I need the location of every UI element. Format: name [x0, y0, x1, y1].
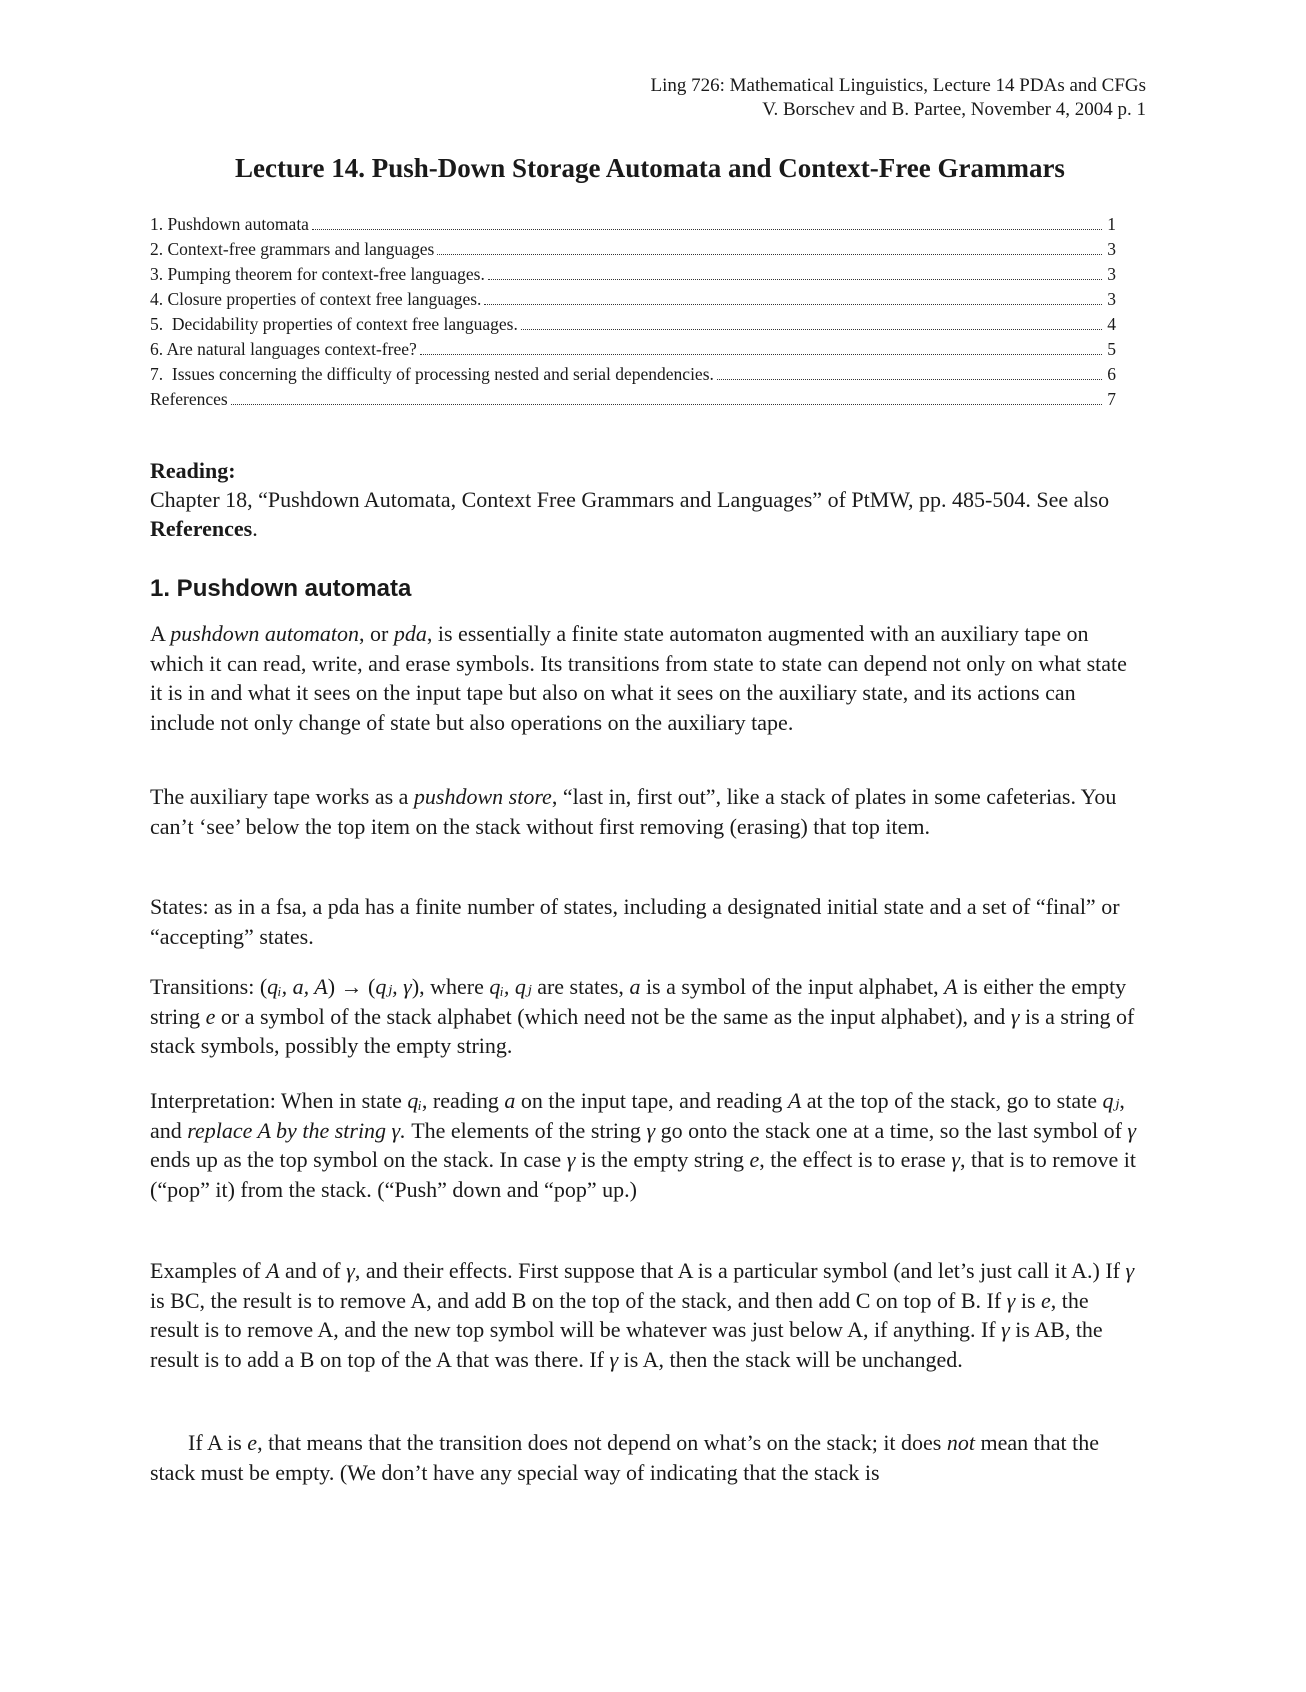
toc-entry[interactable]	[150, 387, 1116, 412]
paragraph-states: States: as in a fsa, a pda has a finite number of states, including a designated initial state and a set of “final” or “accepting” states.	[150, 894, 1120, 949]
toc-entry-page: 4	[1107, 314, 1116, 334]
paragraph-transitions: Transitions: (qᵢ, a, A) → (qⱼ, γ), where qᵢ, qⱼ are states, a is a symbol of the input alphabet, A is either the empty string e or a symbol of the stack alphabet (which need not be the same as the input alphabet), and γ is a string of stack symbols, possibly the empty string.	[150, 974, 1135, 1058]
header-line-authors: V. Borschev and B. Partee, November 4, 2004 p. 1	[762, 99, 1146, 120]
paragraph-examples: Examples of A and of γ, and their effects. First suppose that A is a particular symbol (and let’s just call it A.) If γ is BC, the result is to remove A, and add B on the top of the stack, and then add C on top of B. If γ is e, the result is to remove A, and the new top symbol will be whatever was just below A, if anything. If γ is AB, the result is to add a B on top of the A that was there. If γ is A, then the stack will be unchanged.	[150, 1258, 1135, 1372]
paragraph-pushdown-store: The auxiliary tape works as a pushdown store, “last in, first out”, like a stack of plates in some cafeterias. You can’t ‘see’ below the top item on the stack without first removing (erasing) that top item.	[150, 784, 1117, 839]
toc-leader	[420, 354, 1102, 355]
header-line-course: Ling 726: Mathematical Linguistics, Lecture 14 PDAs and CFGs	[650, 75, 1146, 96]
toc-entry-title: References	[150, 389, 228, 409]
toc-entry-page: 6	[1107, 364, 1116, 384]
toc-entry-title: 6. Are natural languages context-free?	[150, 339, 417, 359]
paragraph-interpretation: Interpretation: When in state qᵢ, reading a on the input tape, and reading A at the top of the stack, go to state qⱼ, and replace A by the string γ. The elements of the string γ go onto the stack one at a time, so the last symbol of γ ends up as the top symbol on the stack. In case γ is the empty string e, the effect is to erase γ, that is to remove it (“pop” it) from the stack. (“Push” down and “pop” up.)	[150, 1088, 1137, 1202]
reading-text: Chapter 18, “Pushdown Automata, Context Free Grammars and Languages” of PtMW, pp. 485-504. See also	[150, 487, 1110, 512]
toc-leader	[312, 229, 1102, 230]
reading-block	[150, 456, 1120, 543]
toc-leader	[231, 404, 1102, 405]
toc-entry-page: 5	[1107, 339, 1116, 359]
toc-entry-title: 1. Pushdown automata	[150, 214, 309, 234]
reading-heading: Reading:	[150, 458, 236, 483]
lecture-title: Lecture 14. Push-Down Storage Automata and Context-Free Grammars	[235, 153, 1065, 183]
toc-entry-page: 7	[1107, 389, 1116, 409]
toc-entry[interactable]	[150, 237, 1116, 262]
toc-entry-page: 1	[1107, 214, 1116, 234]
toc-entry-title: 7. Issues concerning the difficulty of processing nested and serial dependencies.	[150, 364, 714, 384]
toc-entry-title: 4. Closure properties of context free languages.	[150, 289, 482, 309]
toc-entry[interactable]	[150, 287, 1116, 312]
toc-leader	[484, 304, 1102, 305]
section-heading-pushdown-automata: 1. Pushdown automata	[150, 575, 412, 602]
paragraph-empty-stack: If A is e, that means that the transition does not depend on what’s on the stack; it does not mean that the stack must be empty. (We don’t have any special way of indicating that the stack is	[150, 1430, 1100, 1485]
toc-entry-page: 3	[1107, 239, 1116, 259]
references-link[interactable]: References	[150, 516, 253, 541]
toc-entry-page: 3	[1107, 264, 1116, 284]
reading-end: .	[252, 516, 258, 541]
toc-entry[interactable]	[150, 312, 1116, 337]
toc-entry-title: 3. Pumping theorem for context-free languages.	[150, 264, 485, 284]
paragraph-definition: A pushdown automaton, or pda, is essentially a finite state automaton augmented with an auxiliary tape on which it can read, write, and erase symbols. Its transitions from state to state can depend not only on what state it is in and what it sees on the input tape but also on what it sees on the auxiliary state, and its actions can include not only change of state but also operations on the auxiliary tape.	[150, 621, 1127, 735]
toc-entry[interactable]	[150, 262, 1116, 287]
toc-leader	[521, 329, 1102, 330]
running-header	[650, 74, 1146, 122]
toc-entry-title: 2. Context-free grammars and languages	[150, 239, 435, 259]
toc-entry[interactable]	[150, 362, 1116, 387]
toc-entry-title: 5. Decidability properties of context free languages.	[150, 314, 518, 334]
table-of-contents	[150, 212, 1116, 412]
toc-entry-page: 3	[1107, 289, 1116, 309]
toc-leader	[488, 279, 1102, 280]
toc-leader	[437, 254, 1102, 255]
toc-entry[interactable]	[150, 212, 1116, 237]
toc-entry[interactable]	[150, 337, 1116, 362]
toc-leader	[717, 379, 1102, 380]
